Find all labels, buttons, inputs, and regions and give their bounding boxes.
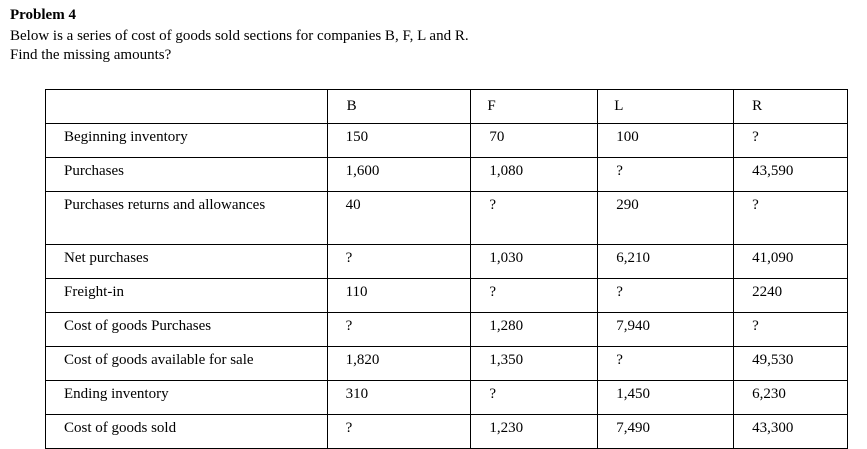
row-label: Net purchases <box>46 245 328 279</box>
table-row <box>46 347 848 381</box>
problem-intro <box>10 27 469 65</box>
cell-r: ? <box>734 124 848 158</box>
table-row <box>46 279 848 313</box>
cell-l: 100 <box>598 124 734 158</box>
row-label: Freight-in <box>46 279 328 313</box>
cost-of-goods-sold-table <box>45 89 848 449</box>
row-label: Cost of goods Purchases <box>46 313 328 347</box>
row-label: Beginning inventory <box>46 124 328 158</box>
cell-b: 150 <box>327 124 471 158</box>
cell-l: ? <box>598 158 734 192</box>
table-row <box>46 381 848 415</box>
table-row <box>46 415 848 449</box>
problem-heading: Problem 4 <box>10 7 76 23</box>
table-row <box>46 245 848 279</box>
cell-b: ? <box>327 313 471 347</box>
cell-r: 2240 <box>734 279 848 313</box>
cell-r: ? <box>734 313 848 347</box>
table-row <box>46 158 848 192</box>
cell-r: ? <box>734 192 848 245</box>
header-company-r: R <box>734 90 848 124</box>
cell-f: 1,080 <box>471 158 598 192</box>
cell-b: 1,820 <box>327 347 471 381</box>
header-company-b: B <box>327 90 471 124</box>
cell-f: 1,350 <box>471 347 598 381</box>
cell-b: ? <box>327 415 471 449</box>
row-label: Ending inventory <box>46 381 328 415</box>
table-row <box>46 313 848 347</box>
cell-b: 310 <box>327 381 471 415</box>
header-company-f: F <box>471 90 598 124</box>
cell-f: 1,230 <box>471 415 598 449</box>
cell-f: ? <box>471 279 598 313</box>
cell-r: 43,590 <box>734 158 848 192</box>
cell-b: ? <box>327 245 471 279</box>
row-label: Cost of goods available for sale <box>46 347 328 381</box>
intro-line-2: Find the missing amounts? <box>10 47 172 63</box>
row-label: Cost of goods sold <box>46 415 328 449</box>
header-blank <box>46 90 328 124</box>
intro-line-1: Below is a series of cost of goods sold sections for companies B, F, L and R. <box>10 28 469 44</box>
table-row <box>46 124 848 158</box>
cell-b: 40 <box>327 192 471 245</box>
cell-l: 6,210 <box>598 245 734 279</box>
row-label: Purchases <box>46 158 328 192</box>
cell-f: ? <box>471 192 598 245</box>
cell-f: 70 <box>471 124 598 158</box>
cell-l: 7,940 <box>598 313 734 347</box>
cell-l: ? <box>598 347 734 381</box>
table-header-row <box>46 90 848 124</box>
cell-r: 6,230 <box>734 381 848 415</box>
cell-f: 1,280 <box>471 313 598 347</box>
cell-b: 110 <box>327 279 471 313</box>
cell-l: 1,450 <box>598 381 734 415</box>
cell-l: 290 <box>598 192 734 245</box>
cell-r: 41,090 <box>734 245 848 279</box>
cell-l: 7,490 <box>598 415 734 449</box>
cell-r: 49,530 <box>734 347 848 381</box>
cell-f: 1,030 <box>471 245 598 279</box>
cell-r: 43,300 <box>734 415 848 449</box>
cell-f: ? <box>471 381 598 415</box>
header-company-l: L <box>598 90 734 124</box>
row-label: Purchases returns and allowances <box>46 192 328 245</box>
cell-b: 1,600 <box>327 158 471 192</box>
cell-l: ? <box>598 279 734 313</box>
table-row <box>46 192 848 245</box>
